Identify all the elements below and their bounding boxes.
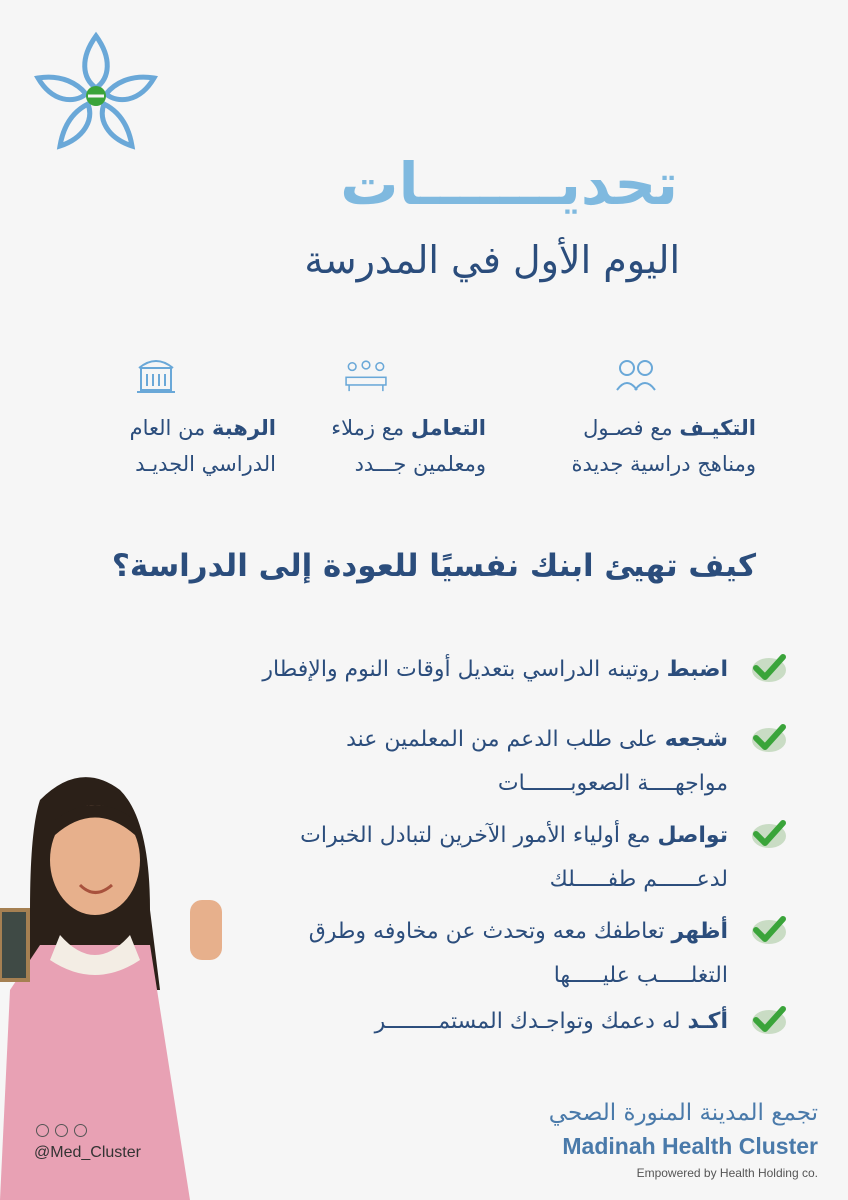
org-tagline: Empowered by Health Holding co. (636, 1166, 818, 1180)
tip-text-line2: التغلـــــب عليـــــها (553, 963, 728, 988)
cluster-logo-icon (30, 28, 162, 154)
tip-text: مع أولياء الأمور الآخرين لتبادل الخبرات (300, 823, 658, 848)
social-handle: @Med_Cluster (34, 1144, 141, 1161)
x-icon[interactable] (36, 1124, 49, 1137)
tip-text: روتينه الدراسي بتعديل أوقات النوم والإفطار (262, 657, 667, 682)
snapchat-icon[interactable] (74, 1124, 87, 1137)
page-subtitle: اليوم الأول في المدرسة (304, 238, 680, 282)
tip-keyword: تواصل (657, 823, 728, 848)
challenge-text-line2: ومناهج دراسية جديدة (571, 452, 756, 476)
youtube-icon[interactable] (55, 1124, 68, 1137)
challenge-interaction (246, 352, 486, 482)
checkmark-icon (750, 914, 788, 946)
challenge-keyword: التعامل (410, 416, 486, 440)
challenge-fear (36, 352, 276, 482)
page-title: تحديـــــــات (340, 150, 678, 218)
social-icons (36, 1124, 87, 1137)
tip-item (228, 648, 788, 692)
tip-item (228, 814, 788, 902)
tip-item (228, 718, 788, 806)
challenge-text-line2: الدراسي الجديـد (135, 452, 276, 476)
tip-keyword: اضبط (666, 657, 728, 682)
tip-text: تعاطفك معه وتحدث عن مخاوفه وطرق (308, 919, 672, 944)
tip-keyword: أظهر (671, 919, 728, 944)
challenge-adaptation (516, 352, 756, 482)
checkmark-icon (750, 652, 788, 684)
tip-item (228, 1000, 788, 1044)
checkmark-icon (750, 818, 788, 850)
challenge-text: مع فصـول (583, 416, 680, 440)
checkmark-icon (750, 1004, 788, 1036)
students-icon (613, 352, 659, 398)
tip-keyword: شجعه (664, 727, 728, 752)
tip-item (228, 910, 788, 998)
challenge-keyword: التكيـف (679, 416, 756, 440)
tip-keyword: أكـد (687, 1009, 728, 1034)
classroom-icon (343, 352, 389, 398)
school-building-icon (133, 352, 179, 398)
org-name-arabic: تجمع المدينة المنورة الصحي (548, 1100, 818, 1126)
challenge-text: مع زملاء (331, 416, 411, 440)
challenge-text-line2: ومعلمين جـــدد (354, 452, 486, 476)
tip-text: على طلب الدعم من المعلمين عند (346, 727, 665, 752)
tip-text-line2: لدعــــــم طفـــــلك (549, 867, 728, 892)
challenge-keyword: الرهبة (211, 416, 276, 440)
section-question: كيف تهيئ ابنك نفسيًا للعودة إلى الدراسة؟ (111, 548, 756, 584)
org-name-english: Madinah Health Cluster (562, 1133, 818, 1159)
checkmark-icon (750, 722, 788, 754)
tip-text-line2: مواجهــــة الصعوبـــــــات (497, 771, 728, 796)
tip-text: له دعمك وتواجـدك المستمــــــــر (374, 1009, 688, 1034)
challenge-text: من العام (129, 416, 212, 440)
